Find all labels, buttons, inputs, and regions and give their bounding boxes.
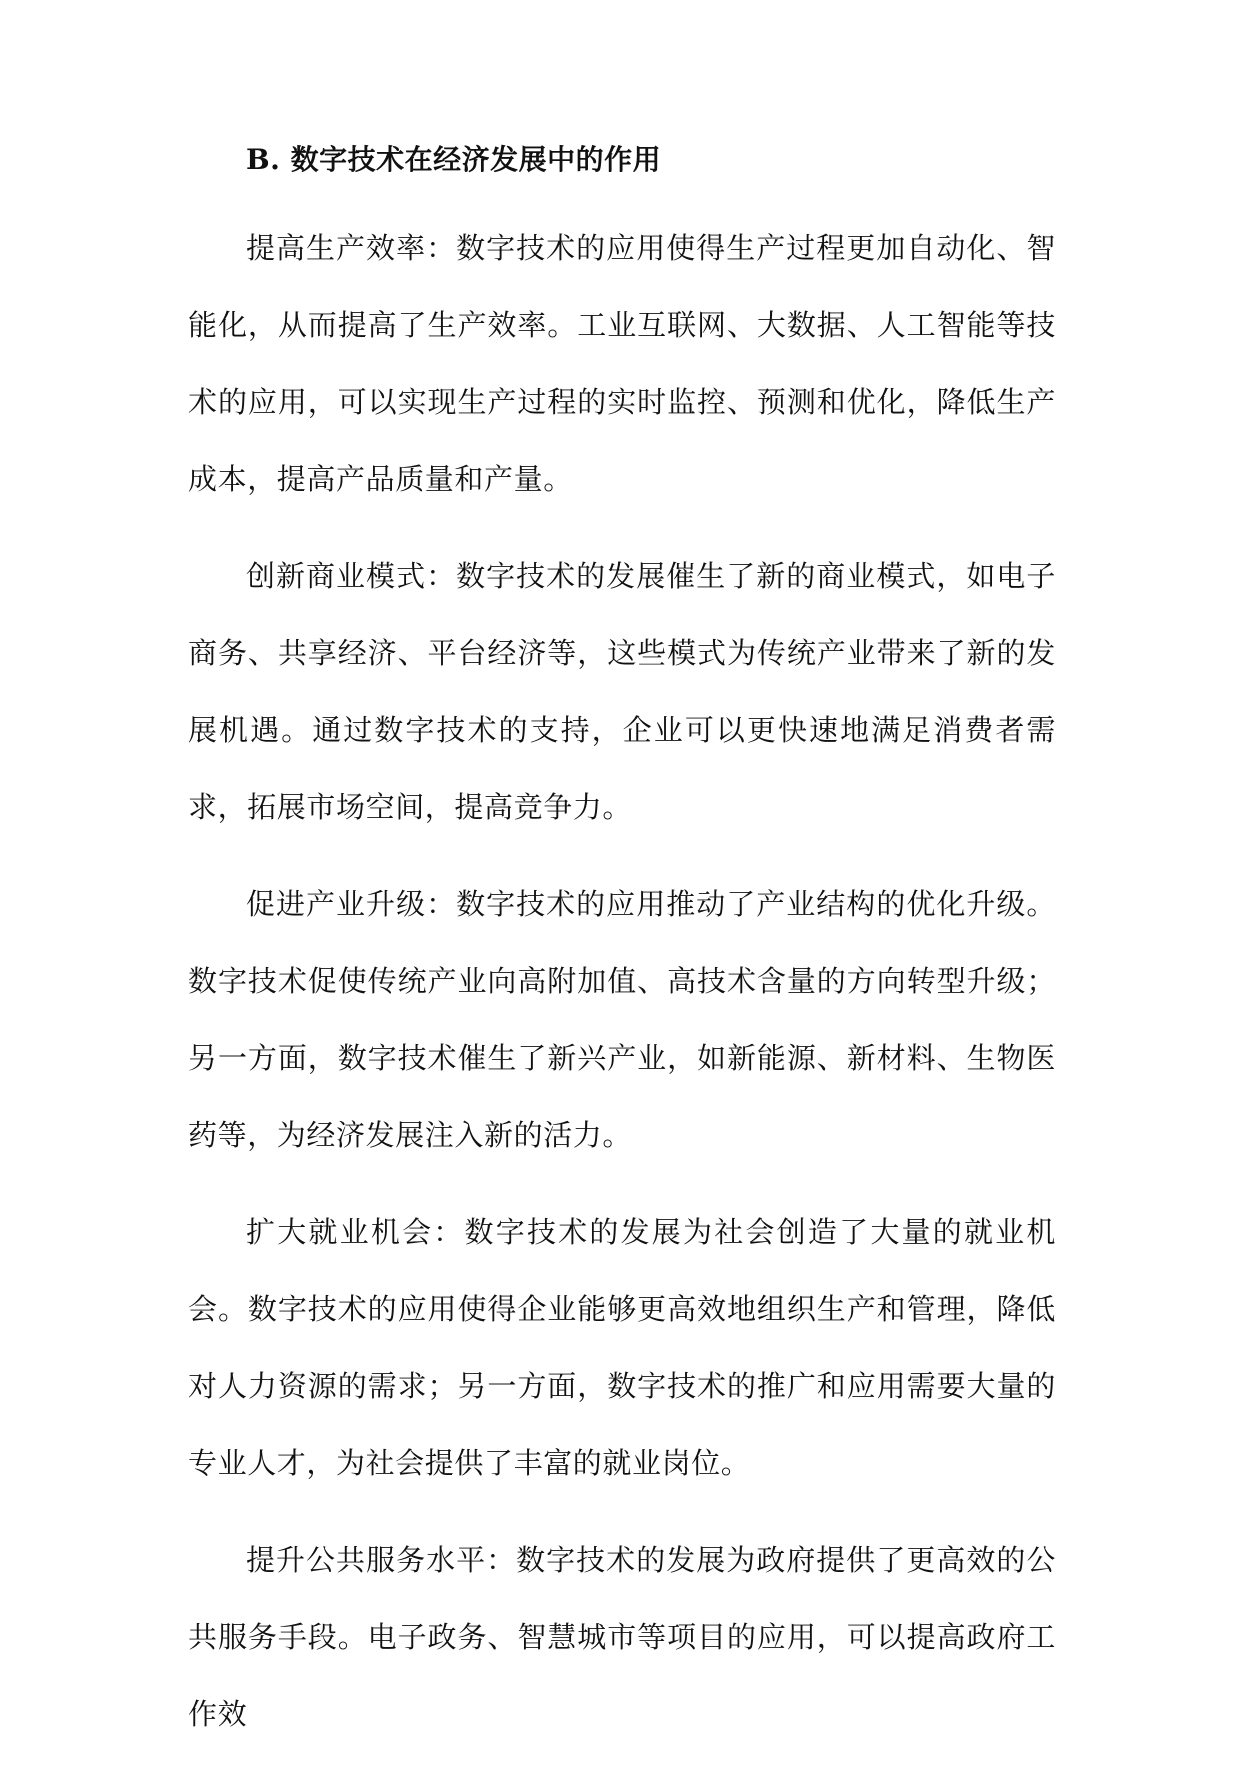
paragraph-business-model: 创新商业模式：数字技术的发展催生了新的商业模式，如电子商务、共享经济、平台经济等，这些模式为传统产业带来了新的发展机遇。通过数字技术的支持，企业可以更快速地满足消费者需求，拓展市场空间，提高竞争力。 — [188, 559, 1056, 824]
paragraph-employment: 扩大就业机会：数字技术的发展为社会创造了大量的就业机会。数字技术的应用使得企业能够更高效地组织生产和管理，降低对人力资源的需求；另一方面，数字技术的推广和应用需要大量的专业人才，为社会提供了丰富的就业岗位。 — [188, 1215, 1056, 1480]
paragraph-production-efficiency: 提高生产效率：数字技术的应用使得生产过程更加自动化、智能化，从而提高了生产效率。工业互联网、大数据、人工智能等技术的应用，可以实现生产过程的实时监控、预测和优化，降低生产成本，提高产品质量和产量。 — [188, 231, 1056, 496]
paragraph-public-service: 提升公共服务水平：数字技术的发展为政府提供了更高效的公共服务手段。电子政务、智慧城市等项目的应用，可以提高政府工作效 — [188, 1543, 1056, 1731]
paragraph-industrial-upgrade: 促进产业升级：数字技术的应用推动了产业结构的优化升级。数字技术促使传统产业向高附加值、高技术含量的方向转型升级；另一方面，数字技术催生了新兴产业，如新能源、新材料、生物医药等，为经济发展注入新的活力。 — [188, 887, 1056, 1152]
section-heading: B. 数字技术在经济发展中的作用 — [246, 143, 662, 176]
document-body — [188, 136, 1056, 1773]
